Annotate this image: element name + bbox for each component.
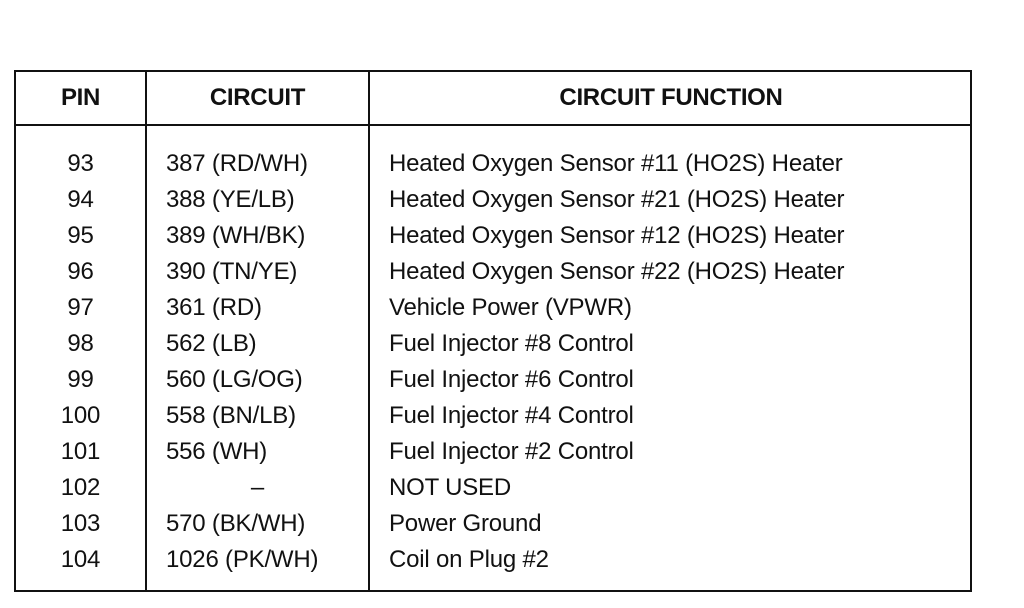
circuit-function-cell: NOT USED [389, 474, 511, 501]
circuit-function-cell: Fuel Injector #2 Control [389, 438, 634, 465]
circuit-cell: 389 (WH/BK) [166, 222, 306, 249]
circuit-function-cell: Power Ground [389, 510, 542, 537]
table-row [16, 542, 970, 578]
circuit-function-cell: Vehicle Power (VPWR) [389, 294, 632, 321]
table-row [16, 146, 970, 182]
circuit-cell: – [250, 474, 265, 501]
pin-cell: 103 [60, 510, 101, 537]
circuit-function-cell: Heated Oxygen Sensor #21 (HO2S) Heater [389, 186, 845, 213]
table-row [16, 254, 970, 290]
circuit-cell: 387 (RD/WH) [166, 150, 308, 177]
circuit-function-cell: Heated Oxygen Sensor #11 (HO2S) Heater [389, 150, 843, 177]
circuit-cell: 361 (RD) [166, 294, 262, 321]
table-row [16, 506, 970, 542]
table-row [16, 470, 970, 506]
pin-cell: 96 [67, 258, 94, 285]
circuit-function-cell: Fuel Injector #4 Control [389, 402, 634, 429]
table-row [16, 218, 970, 254]
circuit-cell: 560 (LG/OG) [166, 366, 303, 393]
table-body [16, 146, 970, 578]
circuit-cell: 1026 (PK/WH) [166, 546, 319, 573]
header-circuit: CIRCUIT [209, 84, 306, 111]
circuit-function-cell: Fuel Injector #6 Control [389, 366, 634, 393]
pin-circuit-table [14, 70, 972, 592]
header-pin: PIN [60, 84, 101, 111]
circuit-function-cell: Heated Oxygen Sensor #22 (HO2S) Heater [389, 258, 845, 285]
pin-cell: 102 [60, 474, 101, 501]
header-circuit-function: CIRCUIT FUNCTION [559, 84, 783, 111]
circuit-cell: 562 (LB) [166, 330, 257, 357]
table-row [16, 362, 970, 398]
pin-cell: 94 [67, 186, 94, 213]
circuit-function-cell: Heated Oxygen Sensor #12 (HO2S) Heater [389, 222, 845, 249]
table-row [16, 326, 970, 362]
circuit-cell: 388 (YE/LB) [166, 186, 295, 213]
circuit-cell: 558 (BN/LB) [166, 402, 296, 429]
pin-cell: 104 [60, 546, 101, 573]
circuit-cell: 570 (BK/WH) [166, 510, 306, 537]
header-divider [16, 124, 970, 126]
circuit-function-cell: Coil on Plug #2 [389, 546, 549, 573]
circuit-cell: 556 (WH) [166, 438, 268, 465]
table-row [16, 290, 970, 326]
pin-cell: 98 [67, 330, 94, 357]
pin-cell: 93 [67, 150, 94, 177]
table-row [16, 398, 970, 434]
pin-cell: 99 [67, 366, 94, 393]
pin-cell: 95 [67, 222, 94, 249]
pin-cell: 97 [67, 294, 94, 321]
pin-cell: 100 [60, 402, 101, 429]
pin-cell: 101 [60, 438, 101, 465]
circuit-function-cell: Fuel Injector #8 Control [389, 330, 634, 357]
table-row [16, 434, 970, 470]
table-row [16, 182, 970, 218]
circuit-cell: 390 (TN/YE) [166, 258, 298, 285]
